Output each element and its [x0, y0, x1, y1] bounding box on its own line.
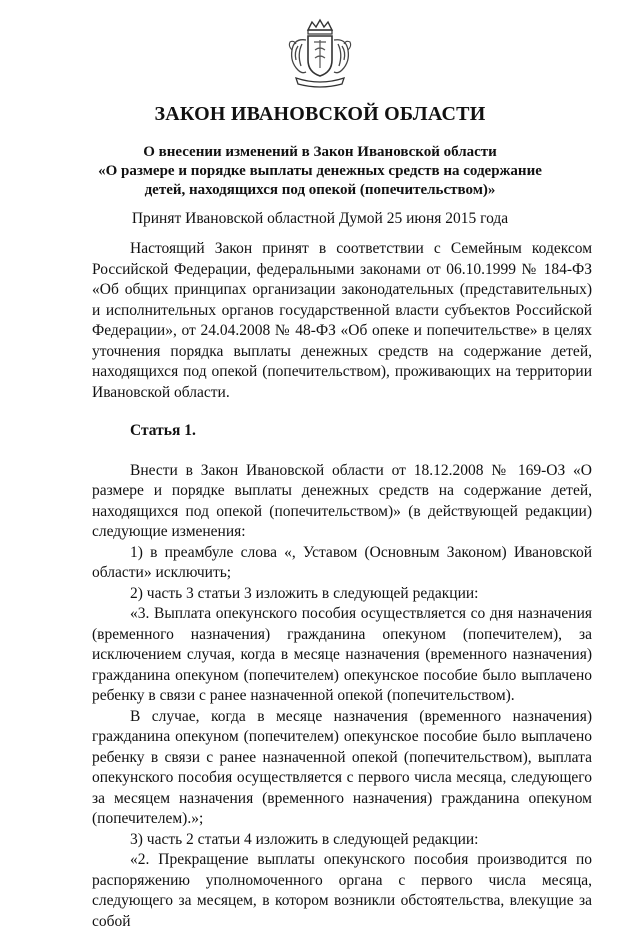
- adoption-date: Принят Ивановской областной Думой 25 июня 2015 года: [131, 210, 509, 227]
- law-subtitle: [60, 143, 580, 200]
- article-paragraph: 1) в преамбуле слова «, Уставом (Основным Законом) Ивановской области» исключить;: [92, 543, 592, 581]
- law-title: ЗАКОН ИВАНОВСКОЙ ОБЛАСТИ: [154, 103, 486, 125]
- article-paragraph: «2. Прекращение выплаты опекунского пособия производится по распоряжению уполномоченного органа с первого числа месяца, следующего за месяцем, в котором возникли обстоятельства, влекущие за собой: [92, 851, 592, 930]
- article-heading: Статья 1.: [130, 422, 196, 439]
- subtitle-line: детей, находящихся под опекой (попечительством)»: [144, 182, 496, 198]
- article-paragraph: 2) часть 3 статьи 3 изложить в следующей редакции:: [130, 584, 479, 602]
- coat-of-arms-icon: [282, 16, 358, 92]
- article-paragraph: 3) часть 2 статьи 4 изложить в следующей редакции:: [130, 830, 479, 848]
- article-paragraph: «3. Выплата опекунского пособия осуществляется со дня назначения (временного назначения) гражданина опекуном (попечителем), за исключением случая, когда в месяце назначения (временного назначения) гражданина опекуном (попечителем) опекунское пособие было выплачено ребенку в связи с ранее назначенной опекой (попечительством).: [92, 605, 592, 704]
- preamble-paragraph: Настоящий Закон принят в соответствии с Семейным кодексом Российской Федерации, федеральными законами от 06.10.1999 № 184-ФЗ «Об общих принципах организации законодательных (представительных) и исполнительных органов государственной власти субъектов Российской Федерации», от 24.04.2008 № 48-ФЗ «Об опеке и попечительстве» в целях уточнения порядка выплаты денежных средств на содержание детей, находящихся под опекой (попечительством), проживающих на территории Ивановской области.: [92, 240, 592, 401]
- article-paragraph: В случае, когда в месяце назначения (временного назначения) гражданина опекуном (попечителем) опекунское пособие было выплачено ребенку в связи с ранее назначенной опекой (попечительством), выплата опекунского пособия осуществляется с первого числа месяца, следующего за месяцем назначения (временного назначения) гражданина опекуном (попечителем).»;: [92, 707, 592, 827]
- subtitle-line: О внесении изменений в Закон Ивановской области: [143, 144, 497, 160]
- article-paragraph: Внести в Закон Ивановской области от 18.12.2008 № 169-ОЗ «О размере и порядке выплаты денежных средств на содержание детей, находящихся под опекой (попечительством)» (в действующей редакции) следующие изменения:: [92, 461, 592, 540]
- law-body: [92, 239, 592, 932]
- subtitle-line: «О размере и порядке выплаты денежных средств на содержание: [98, 163, 542, 179]
